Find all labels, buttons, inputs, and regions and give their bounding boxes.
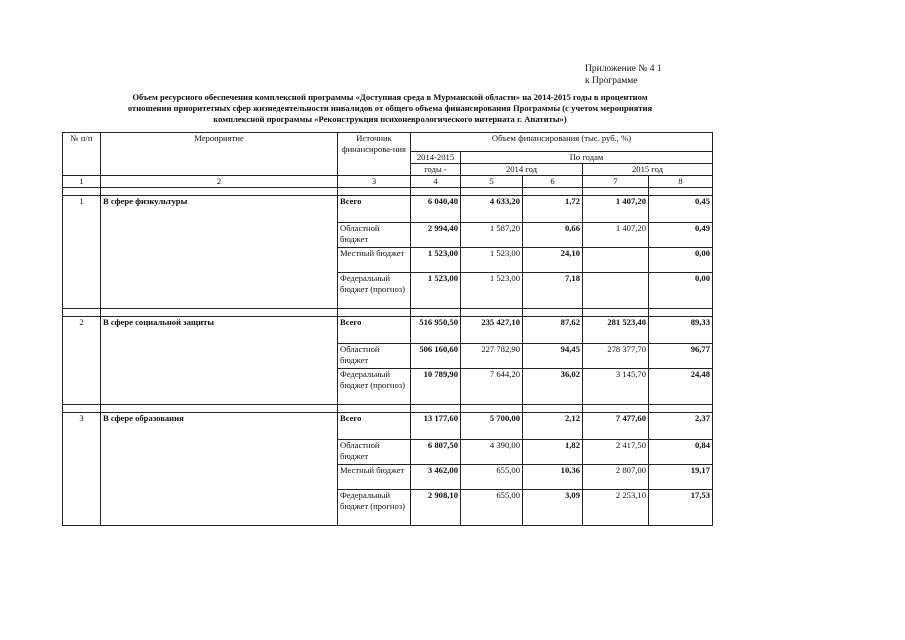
value-2015: 2 417,50	[583, 440, 649, 465]
header-period-b: годы -	[411, 164, 461, 176]
spacer-cell	[101, 405, 338, 413]
funding-source: Местный бюджет	[338, 248, 411, 273]
percent-2015: 0,45	[649, 196, 713, 223]
total-value: 2 908,10	[411, 490, 461, 526]
value-2014: 235 427,10	[461, 317, 523, 344]
value-2014: 5 700,00	[461, 413, 523, 440]
table-row	[63, 317, 713, 344]
annex-line-2: к Программе	[585, 76, 638, 86]
section-name: В сфере социальной защиты	[101, 317, 338, 405]
total-value: 1 523,00	[411, 273, 461, 309]
annex-label	[585, 63, 662, 87]
section-number: 1	[63, 196, 101, 309]
header-volume: Объем финансирования (тыс. руб., %)	[411, 133, 713, 152]
spacer-cell	[101, 309, 338, 317]
percent-2014: 94,45	[523, 344, 583, 369]
value-2015: 2 807,00	[583, 465, 649, 490]
spacer-cell	[583, 309, 649, 317]
percent-2015: 0,49	[649, 223, 713, 248]
spacer-cell	[411, 188, 461, 196]
colnum: 8	[649, 176, 713, 188]
colnum: 6	[523, 176, 583, 188]
spacer-cell	[649, 188, 713, 196]
spacer-cell	[63, 405, 101, 413]
percent-2014: 24,10	[523, 248, 583, 273]
total-value: 3 462,00	[411, 465, 461, 490]
total-value: 2 994,40	[411, 223, 461, 248]
section-spacer	[63, 188, 713, 196]
spacer-cell	[461, 309, 523, 317]
header-2014: 2014 год	[461, 164, 583, 176]
spacer-cell	[338, 309, 411, 317]
colnum: 2	[101, 176, 338, 188]
value-2015	[583, 248, 649, 273]
funding-source: Федеральный бюджет (прогноз)	[338, 490, 411, 526]
percent-2015: 89,33	[649, 317, 713, 344]
table-row	[63, 196, 713, 223]
funding-source: Областной бюджет	[338, 440, 411, 465]
colnum: 4	[411, 176, 461, 188]
column-number-row	[63, 176, 713, 188]
value-2014: 4 390,00	[461, 440, 523, 465]
value-2014: 227 782,90	[461, 344, 523, 369]
header-by-years: По годам	[461, 152, 713, 164]
spacer-cell	[583, 405, 649, 413]
section-number: 3	[63, 413, 101, 526]
title-line-1: Объем ресурсного обеспечения комплексной программы «Доступная среда в Мурманской области» на 2014-2015 годы в процентном	[132, 92, 648, 102]
section-number: 2	[63, 317, 101, 405]
percent-2014: 3,09	[523, 490, 583, 526]
colnum: 7	[583, 176, 649, 188]
percent-2014: 0,66	[523, 223, 583, 248]
percent-2014: 87,62	[523, 317, 583, 344]
percent-2014: 10,36	[523, 465, 583, 490]
value-2014: 655,00	[461, 490, 523, 526]
spacer-cell	[63, 309, 101, 317]
percent-2015: 17,53	[649, 490, 713, 526]
colnum: 3	[338, 176, 411, 188]
total-value: 6 040,40	[411, 196, 461, 223]
funding-source: Областной бюджет	[338, 344, 411, 369]
colnum: 5	[461, 176, 523, 188]
annex-line-1: Приложение № 4 1	[585, 64, 662, 74]
funding-source: Всего	[338, 413, 411, 440]
value-2015: 1 407,20	[583, 196, 649, 223]
value-2015: 1 407,20	[583, 223, 649, 248]
spacer-cell	[583, 188, 649, 196]
funding-table	[62, 132, 713, 526]
value-2015: 281 523,40	[583, 317, 649, 344]
spacer-cell	[63, 188, 101, 196]
value-2015	[583, 273, 649, 309]
percent-2015: 2,37	[649, 413, 713, 440]
percent-2015: 0,84	[649, 440, 713, 465]
section-spacer	[63, 405, 713, 413]
percent-2014: 36,02	[523, 369, 583, 405]
spacer-cell	[338, 405, 411, 413]
percent-2015: 0,00	[649, 273, 713, 309]
spacer-cell	[523, 405, 583, 413]
total-value: 506 160,60	[411, 344, 461, 369]
percent-2014: 2,12	[523, 413, 583, 440]
total-value: 516 950,50	[411, 317, 461, 344]
spacer-cell	[461, 405, 523, 413]
section-name: В сфере физкультуры	[101, 196, 338, 309]
funding-source: Федеральный бюджет (прогноз)	[338, 369, 411, 405]
spacer-cell	[411, 405, 461, 413]
colnum: 1	[63, 176, 101, 188]
value-2015: 7 477,60	[583, 413, 649, 440]
funding-source: Всего	[338, 317, 411, 344]
title-line-3: комплексной программы «Реконструкция психоневрологического интерната г. Апатиты»)	[213, 114, 567, 124]
spacer-cell	[101, 188, 338, 196]
spacer-cell	[649, 405, 713, 413]
title-line-2: отношении приоритетных сфер жизнедеятельности инвалидов от общего объема финансирования Программы (с учетом мероприятия	[127, 103, 653, 113]
value-2014: 1 587,20	[461, 223, 523, 248]
header-2015: 2015 год	[583, 164, 713, 176]
spacer-cell	[523, 188, 583, 196]
funding-source: Федеральный бюджет (прогноз)	[338, 273, 411, 309]
funding-source: Местный бюджет	[338, 465, 411, 490]
header-num: № п/п	[63, 133, 101, 176]
section-spacer	[63, 309, 713, 317]
value-2014: 4 633,20	[461, 196, 523, 223]
value-2014: 1 523,00	[461, 273, 523, 309]
table-row	[63, 413, 713, 440]
value-2014: 1 523,00	[461, 248, 523, 273]
percent-2014: 1,72	[523, 196, 583, 223]
percent-2015: 96,77	[649, 344, 713, 369]
total-value: 10 789,90	[411, 369, 461, 405]
funding-source: Всего	[338, 196, 411, 223]
percent-2015: 19,17	[649, 465, 713, 490]
value-2015: 3 145,70	[583, 369, 649, 405]
value-2015: 278 377,70	[583, 344, 649, 369]
spacer-cell	[461, 188, 523, 196]
spacer-cell	[338, 188, 411, 196]
total-value: 6 807,50	[411, 440, 461, 465]
value-2014: 655,00	[461, 465, 523, 490]
header-source: Источник финансирова-ния	[338, 133, 411, 176]
section-name: В сфере образования	[101, 413, 338, 526]
header-period-a: 2014-2015	[411, 152, 461, 164]
document-title	[70, 92, 710, 125]
value-2015: 2 253,10	[583, 490, 649, 526]
percent-2015: 24,48	[649, 369, 713, 405]
percent-2014: 7,18	[523, 273, 583, 309]
spacer-cell	[523, 309, 583, 317]
spacer-cell	[649, 309, 713, 317]
header-row-1	[63, 133, 713, 152]
percent-2014: 1,82	[523, 440, 583, 465]
spacer-cell	[411, 309, 461, 317]
total-value: 13 177,60	[411, 413, 461, 440]
percent-2015: 0,00	[649, 248, 713, 273]
header-event: Мероприятие	[101, 133, 338, 176]
total-value: 1 523,00	[411, 248, 461, 273]
funding-source: Областной бюджет	[338, 223, 411, 248]
value-2014: 7 644,20	[461, 369, 523, 405]
